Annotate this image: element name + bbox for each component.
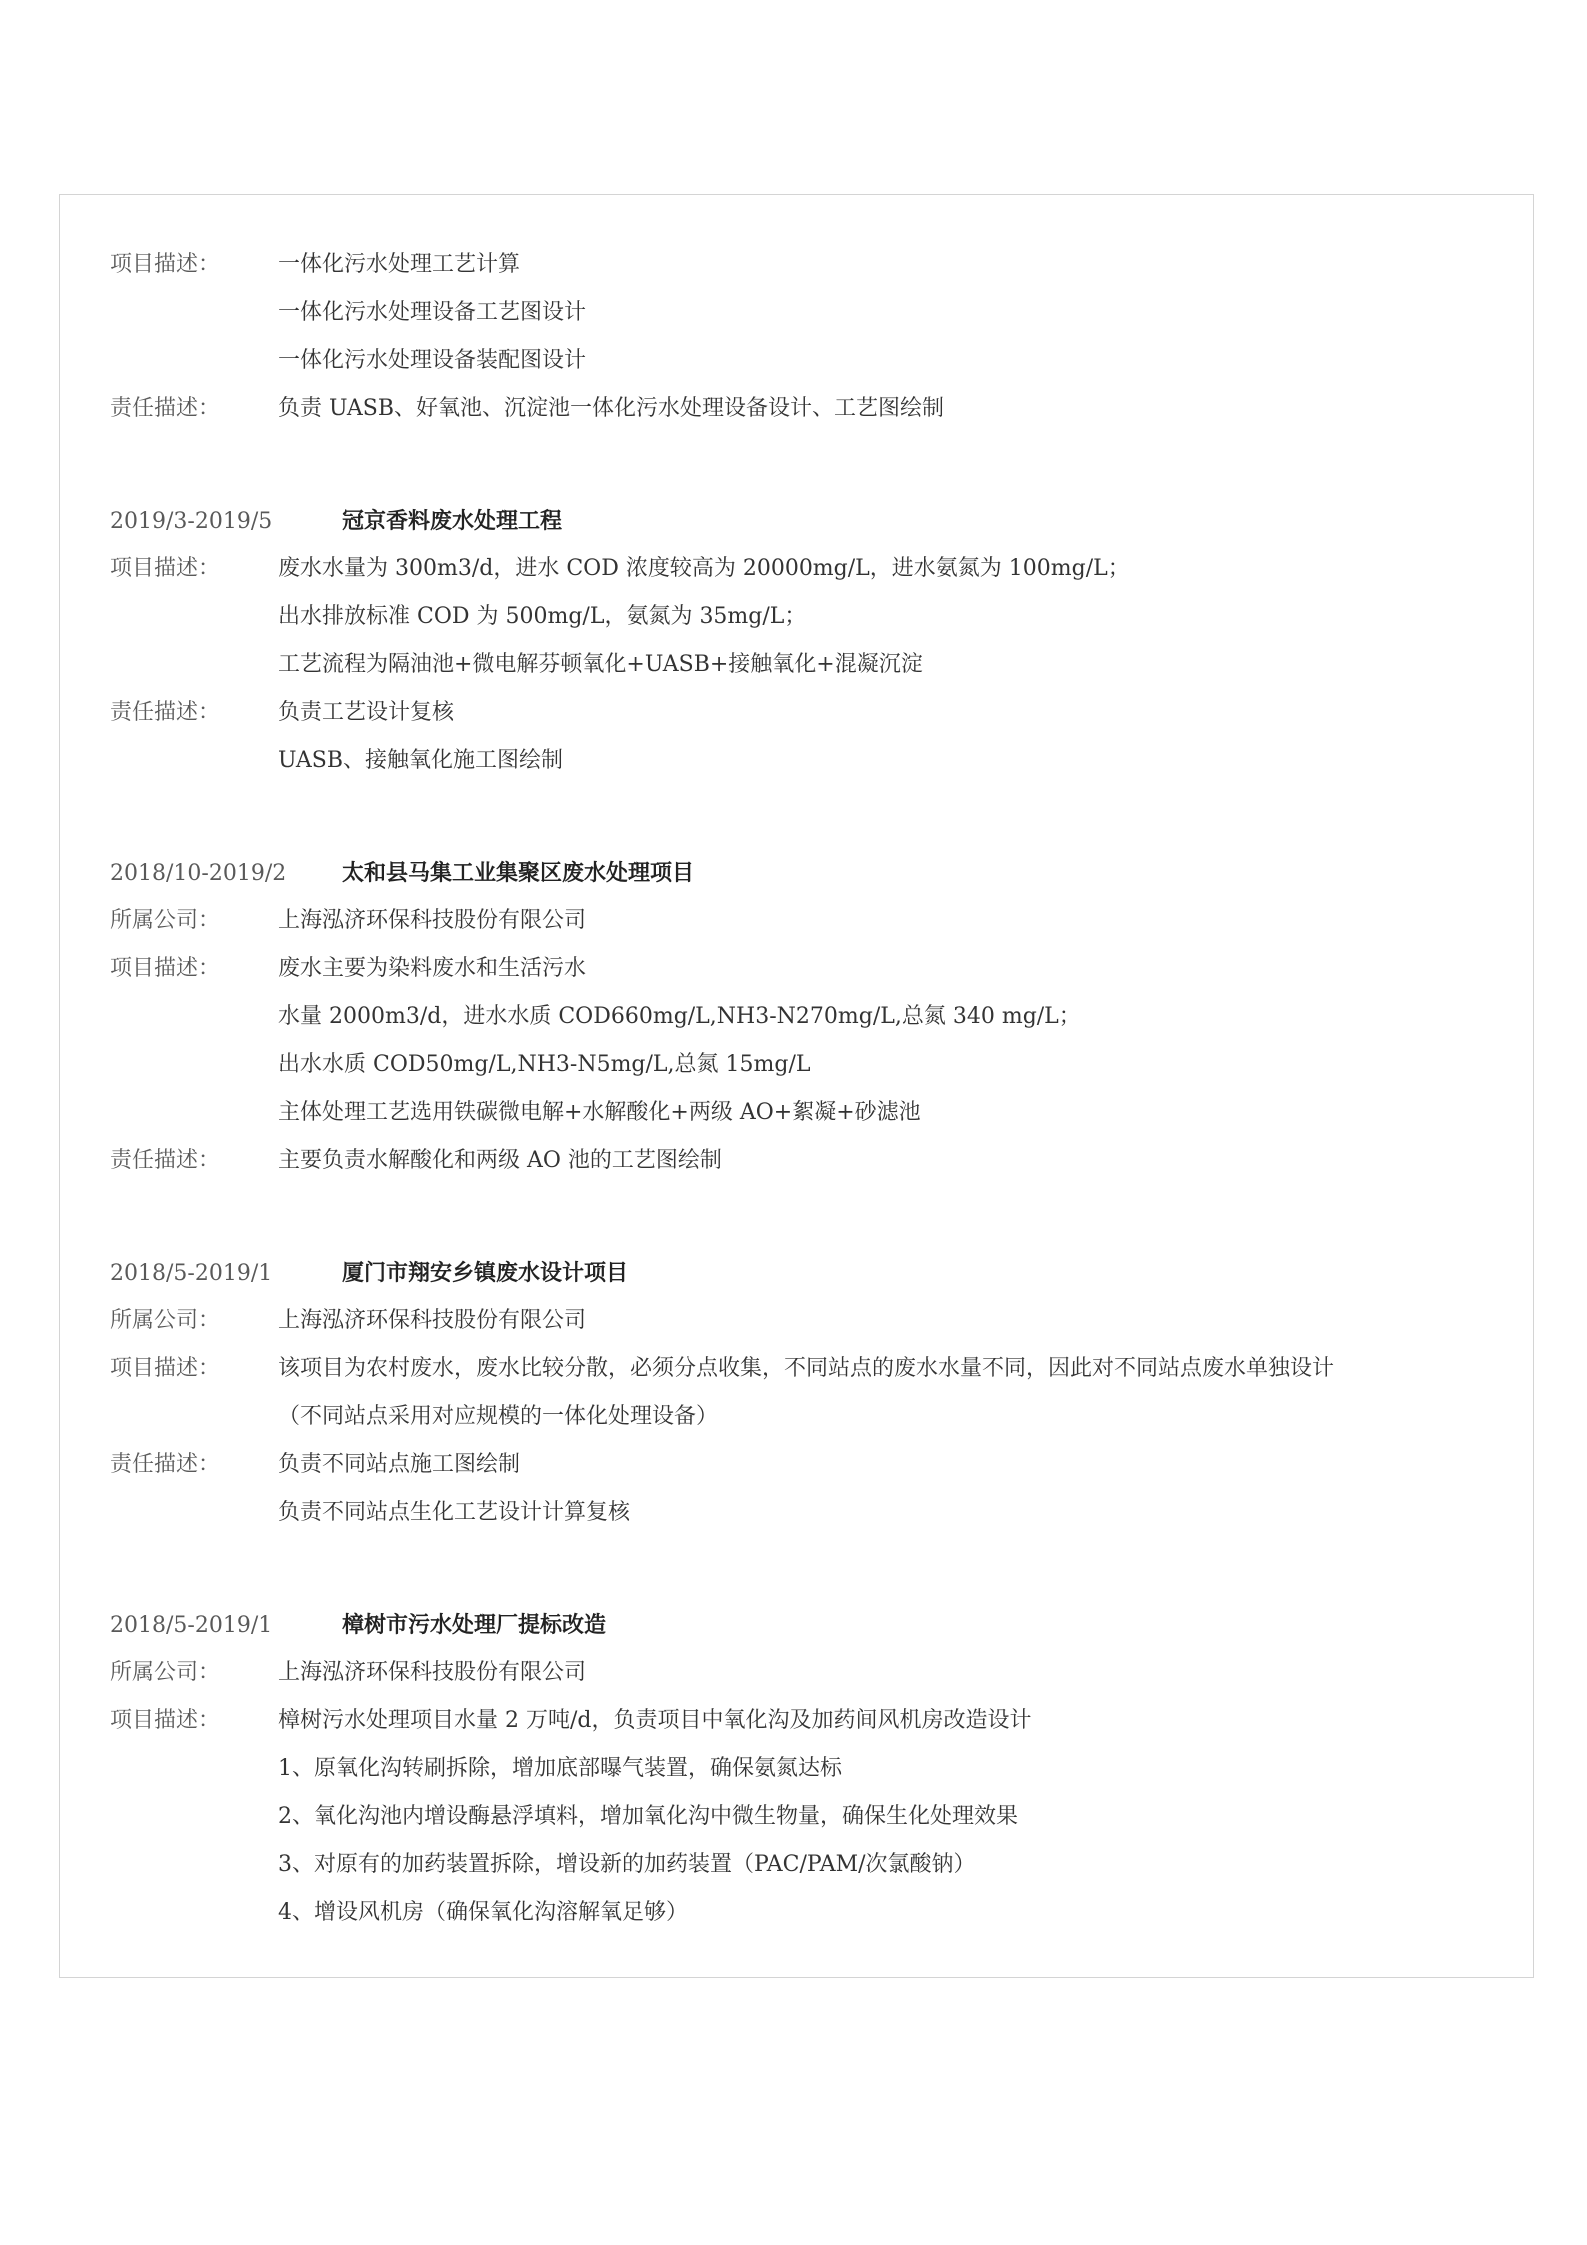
project-desc-label: 项目描述： bbox=[110, 956, 221, 981]
project-desc-row bbox=[110, 593, 1510, 641]
responsibility-line: UASB、接触氧化施工图绘制 bbox=[278, 748, 563, 773]
responsibility-row bbox=[110, 1137, 1510, 1185]
project-desc-line: （不同站点采用对应规模的一体化处理设备） bbox=[278, 1404, 719, 1429]
project-desc-line: 该项目为农村废水，废水比较分散，必须分点收集，不同站点的废水水量不同，因此对不同站点废水单独设计 bbox=[278, 1356, 1335, 1381]
project-desc-row bbox=[110, 289, 1510, 337]
responsibility-row bbox=[110, 1489, 1510, 1537]
project-desc-line: 樟树污水处理项目水量 2 万吨/d，负责项目中氧化沟及加药间风机房改造设计 bbox=[278, 1708, 1032, 1733]
responsibility-label: 责任描述： bbox=[110, 700, 221, 725]
company-row bbox=[110, 1297, 1510, 1345]
company-label: 所属公司： bbox=[110, 1308, 221, 1333]
project-date: 2018/5-2019/1 bbox=[110, 1261, 273, 1286]
project-section bbox=[110, 849, 1510, 1185]
project-desc-line: 1、原氧化沟转刷拆除，增加底部曝气装置，确保氨氮达标 bbox=[278, 1756, 842, 1781]
responsibility-line: 负责 UASB、好氧池、沉淀池一体化污水处理设备设计、工艺图绘制 bbox=[278, 396, 944, 421]
responsibility-row bbox=[110, 1441, 1510, 1489]
project-desc-line: 一体化污水处理设备工艺图设计 bbox=[278, 300, 587, 325]
project-desc-line: 一体化污水处理设备装配图设计 bbox=[278, 348, 587, 373]
project-desc-line: 2、氧化沟池内增设酶悬浮填料，增加氧化沟中微生物量，确保生化处理效果 bbox=[278, 1804, 1018, 1829]
project-desc-line: 一体化污水处理工艺计算 bbox=[278, 252, 521, 277]
project-desc-row bbox=[110, 993, 1510, 1041]
company-label: 所属公司： bbox=[110, 1660, 221, 1685]
project-date: 2018/10-2019/2 bbox=[110, 861, 287, 886]
responsibility-line: 负责工艺设计复核 bbox=[278, 700, 455, 725]
project-section bbox=[110, 241, 1510, 433]
company-label: 所属公司： bbox=[110, 908, 221, 933]
responsibility-row bbox=[110, 689, 1510, 737]
project-desc-row bbox=[110, 641, 1510, 689]
project-desc-line: 废水水量为 300m3/d，进水 COD 浓度较高为 20000mg/L，进水氨氮为 100mg/L； bbox=[278, 556, 1130, 581]
project-desc-label: 项目描述： bbox=[110, 252, 221, 277]
responsibility-row bbox=[110, 737, 1510, 785]
responsibility-label: 责任描述： bbox=[110, 1452, 221, 1477]
project-desc-row bbox=[110, 1345, 1510, 1393]
project-desc-line: 水量 2000m3/d，进水水质 COD660mg/L,NH3-N270mg/L,总氮 340 mg/L； bbox=[278, 1004, 1081, 1029]
project-desc-line: 主体处理工艺选用铁碳微电解+水解酸化+两级 AO+絮凝+砂滤池 bbox=[278, 1100, 921, 1125]
project-desc-line: 3、对原有的加药装置拆除，增设新的加药装置（PAC/PAM/次氯酸钠） bbox=[278, 1852, 976, 1877]
project-desc-label: 项目描述： bbox=[110, 556, 221, 581]
responsibility-line: 负责不同站点施工图绘制 bbox=[278, 1452, 521, 1477]
project-section bbox=[110, 1249, 1510, 1537]
project-desc-row bbox=[110, 1745, 1510, 1793]
project-desc-line: 出水水质 COD50mg/L,NH3-N5mg/L,总氮 15mg/L bbox=[278, 1052, 811, 1077]
project-desc-line: 出水排放标准 COD 为 500mg/L，氨氮为 35mg/L； bbox=[278, 604, 807, 629]
company-row bbox=[110, 897, 1510, 945]
project-desc-row bbox=[110, 945, 1510, 993]
project-desc-line: 工艺流程为隔油池+微电解芬顿氧化+UASB+接触氧化+混凝沉淀 bbox=[278, 652, 923, 677]
project-date: 2019/3-2019/5 bbox=[110, 509, 273, 534]
project-title: 冠京香料废水处理工程 bbox=[342, 508, 563, 534]
project-desc-row bbox=[110, 545, 1510, 593]
project-desc-row bbox=[110, 1841, 1510, 1889]
project-experience-list bbox=[110, 241, 1510, 1937]
project-header bbox=[110, 497, 1510, 545]
project-desc-row bbox=[110, 337, 1510, 385]
responsibility-line: 负责不同站点生化工艺设计计算复核 bbox=[278, 1500, 631, 1525]
project-desc-row bbox=[110, 1089, 1510, 1137]
project-header bbox=[110, 1601, 1510, 1649]
project-header bbox=[110, 1249, 1510, 1297]
project-desc-row bbox=[110, 241, 1510, 289]
responsibility-label: 责任描述： bbox=[110, 1148, 221, 1173]
project-date: 2018/5-2019/1 bbox=[110, 1613, 273, 1638]
project-desc-row bbox=[110, 1393, 1510, 1441]
company-row bbox=[110, 1649, 1510, 1697]
project-desc-row bbox=[110, 1793, 1510, 1841]
project-desc-label: 项目描述： bbox=[110, 1356, 221, 1381]
responsibility-line: 主要负责水解酸化和两级 AO 池的工艺图绘制 bbox=[278, 1148, 722, 1173]
project-desc-line: 废水主要为染料废水和生活污水 bbox=[278, 956, 587, 981]
responsibility-label: 责任描述： bbox=[110, 396, 221, 421]
project-desc-row bbox=[110, 1697, 1510, 1745]
company-name: 上海泓济环保科技股份有限公司 bbox=[278, 1660, 587, 1685]
responsibility-row bbox=[110, 385, 1510, 433]
project-title: 太和县马集工业集聚区废水处理项目 bbox=[342, 860, 695, 886]
project-desc-row bbox=[110, 1041, 1510, 1089]
project-desc-row bbox=[110, 1889, 1510, 1937]
project-section bbox=[110, 1601, 1510, 1937]
project-desc-label: 项目描述： bbox=[110, 1708, 221, 1733]
company-name: 上海泓济环保科技股份有限公司 bbox=[278, 908, 587, 933]
project-title: 樟树市污水处理厂提标改造 bbox=[342, 1612, 607, 1638]
project-section bbox=[110, 497, 1510, 785]
project-title: 厦门市翔安乡镇废水设计项目 bbox=[342, 1260, 629, 1286]
company-name: 上海泓济环保科技股份有限公司 bbox=[278, 1308, 587, 1333]
project-desc-line: 4、增设风机房（确保氧化沟溶解氧足够） bbox=[278, 1900, 688, 1925]
project-header bbox=[110, 849, 1510, 897]
